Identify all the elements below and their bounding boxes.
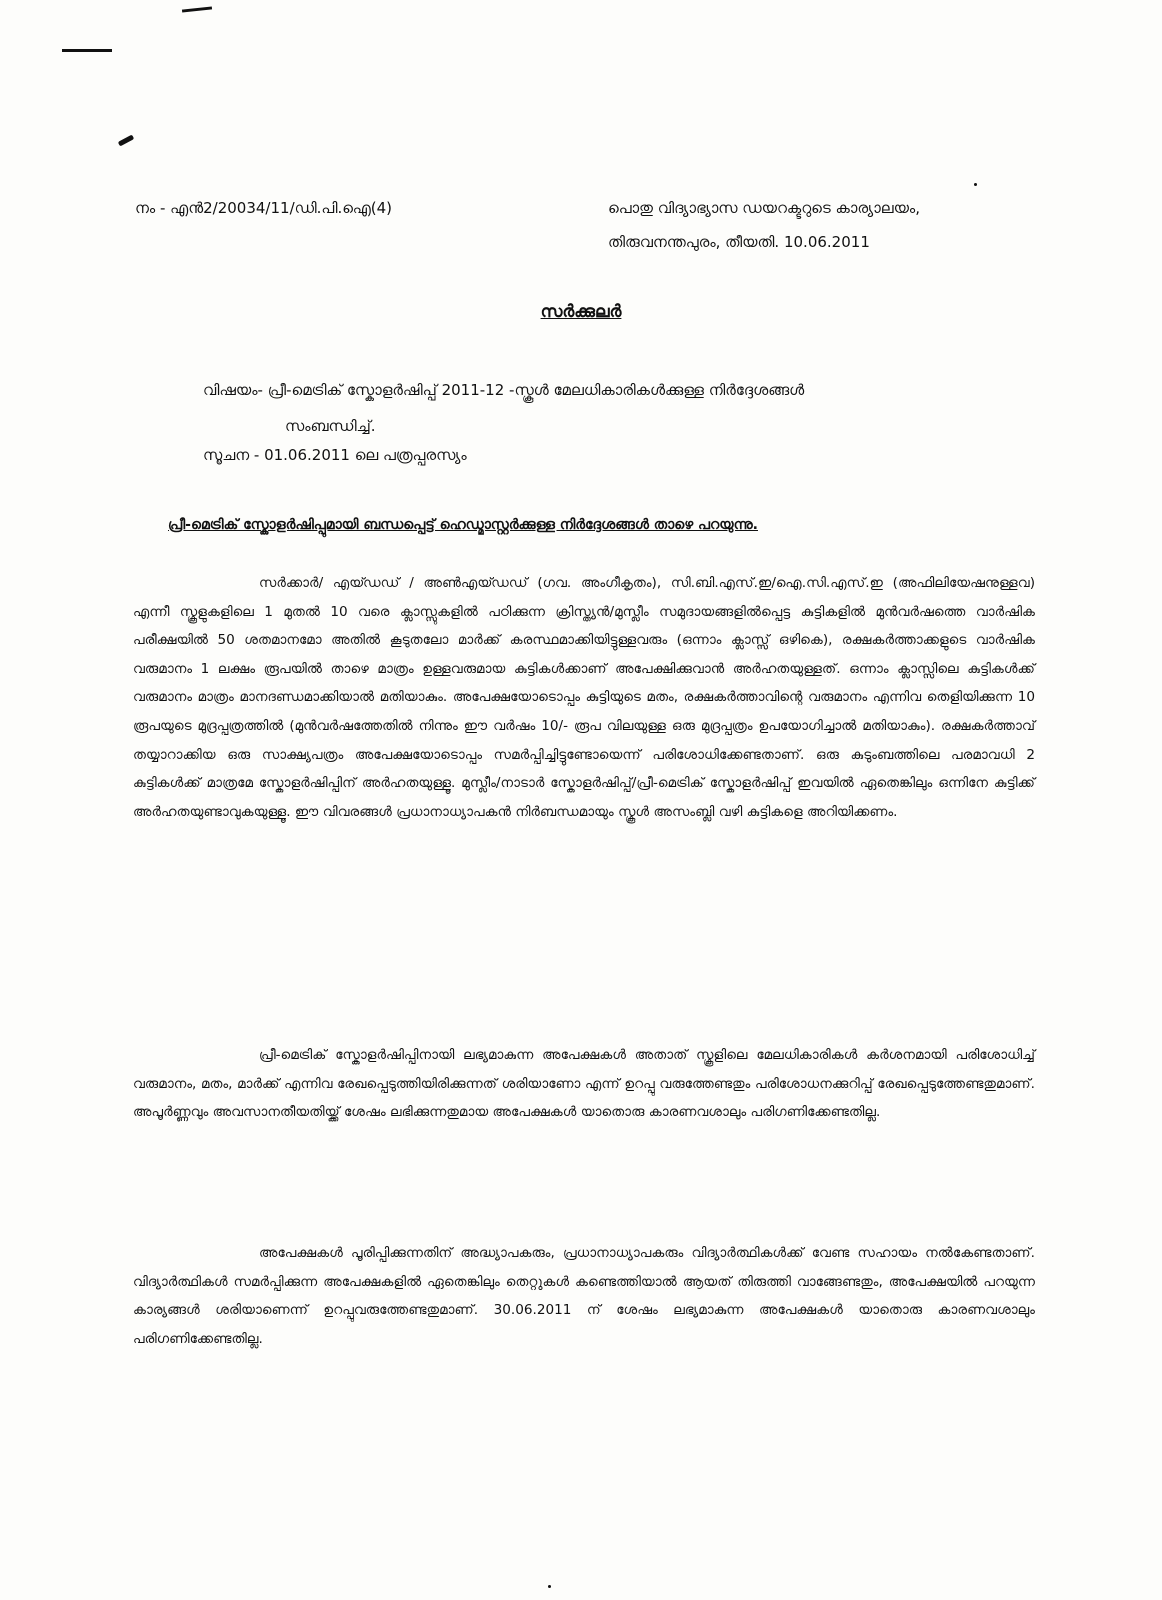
office-name: പൊതു വിദ്യാഭ്യാസ ഡയറക്ടറുടെ കാര്യാലയം, (608, 199, 920, 217)
document-title-text: സർക്കുലർ (540, 302, 622, 322)
subject-line-2: സംബന്ധിച്ച്. (285, 417, 376, 435)
document-title (0, 302, 1162, 322)
subject-block (203, 372, 1033, 444)
scan-mark (974, 183, 977, 186)
reference-number: നം - എൻ2/20034/11/ഡി.പി.ഐ(4) (135, 199, 393, 217)
scan-mark (548, 1585, 551, 1588)
paragraph-eligibility: സർക്കാർ/ എയ്ഡഡ് / അൺഎയ്ഡഡ് (ഗവ. അംഗീകൃതം), സി.ബി.എസ്.ഇ/ഐ.സി.എസ്.ഇ (അഫിലിയേഷനുള്ളവ) എന്നീ സ്കൂളുകളിലെ 1 മുതൽ 10 വരെ ക്ലാസ്സുകളിൽ പഠിക്കുന്ന ക്രിസ്ത്യൻ/മുസ്ലീം സമുദായങ്ങളിൽപ്പെട്ട കുട്ടികളിൽ മുൻവർഷത്തെ വാർഷിക പരീക്ഷയിൽ 50 ശതമാനമോ അതിൽ കൂടുതലോ മാർക്ക് കരസ്ഥമാക്കിയിട്ടുള്ളവരും (ഒന്നാം ക്ലാസ്സ് ഒഴികെ), രക്ഷകർത്താക്കളുടെ വാർഷിക വരുമാനം 1 ലക്ഷം രൂപയിൽ താഴെ മാത്രം ഉള്ളവരുമായ കുട്ടികൾക്കാണ് അപേക്ഷിക്കുവാൻ അർഹതയുള്ളത്. ഒന്നാം ക്ലാസ്സിലെ കുട്ടികൾക്ക് വരുമാനം മാത്രം മാനദണ്ഡമാക്കിയാൽ മതിയാകും. അപേക്ഷയോടൊപ്പം കുട്ടിയുടെ മതം, രക്ഷകർത്താവിന്റെ വരുമാനം എന്നിവ തെളിയിക്കുന്ന 10 രൂപയുടെ മുദ്രപ്പത്രത്തിൽ (മുൻവർഷത്തേതിൽ നിന്നും ഈ വർഷം 10/- രൂപ വിലയുള്ള ഒരു മുദ്രപ്പത്രം ഉപയോഗിച്ചാൽ മതിയാകും). രക്ഷകർത്താവ് തയ്യാറാക്കിയ ഒരു സാക്ഷ്യപത്രം അപേക്ഷയോടൊപ്പം സമർപ്പിച്ചിട്ടുണ്ടോയെന്ന് പരിശോധിക്കേണ്ടതാണ്. ഒരു കുടുംബത്തിലെ പരമാവധി 2 കുട്ടികൾക്ക് മാത്രമേ സ്കോളർഷിപ്പിന് അർഹതയുള്ളൂ. മുസ്ലീം/നാടാർ സ്കോളർഷിപ്പ്/പ്രീ-മെട്രിക് സ്കോളർഷിപ്പ് ഇവയിൽ ഏതെങ്കിലും ഒന്നിനേ കുട്ടിക്ക് അർഹതയുണ്ടാവുകയുള്ളൂ. ഈ വിവരങ്ങൾ പ്രധാനാധ്യാപകൻ നിർബന്ധമായും സ്കൂൾ അസംബ്ലി വഴി കുട്ടികളെ അറിയിക്കണം. (133, 575, 1035, 820)
scan-mark (62, 49, 112, 52)
reference-line: സൂചന - 01.06.2011 ലെ പത്രപ്പരസ്യം (203, 446, 467, 464)
paragraph-verification: പ്രീ-മെട്രിക് സ്കോളർഷിപ്പിനായി ലഭ്യമാകുന്ന അപേക്ഷകൾ അതാത് സ്കൂളിലെ മേലധികാരികൾ കർശനമായി പരിശോധിച്ച് വരുമാനം, മതം, മാർക്ക് എന്നിവ രേഖപ്പെടുത്തിയിരിക്കുന്നത് ശരിയാണോ എന്ന് ഉറപ്പു വരുത്തേണ്ടതും പരിശോധനക്കുറിപ്പ് രേഖപ്പെടുത്തേണ്ടതുമാണ്. അപൂർണ്ണവും അവസാനതീയതിയ്ക്ക് ശേഷം ലഭിക്കുന്നതുമായ അപേക്ഷകൾ യാതൊരു കാരണവശാലും പരിഗണിക്കേണ്ടതില്ല. (133, 1047, 1035, 1121)
paragraph-assistance: അപേക്ഷകൾ പൂരിപ്പിക്കുന്നതിന് അദ്ധ്യാപകരും, പ്രധാനാധ്യാപകരും വിദ്യാർത്ഥികൾക്ക് വേണ്ട സഹായം നൽകേണ്ടതാണ്. വിദ്യാർത്ഥികൾ സമർപ്പിക്കുന്ന അപേക്ഷകളിൽ ഏതെങ്കിലും തെറ്റുകൾ കണ്ടെത്തിയാൽ ആയത് തിരുത്തി വാങ്ങേണ്ടതും, അപേക്ഷയിൽ പറയുന്ന കാര്യങ്ങൾ ശരിയാണെന്ന് ഉറപ്പുവരുത്തേണ്ടതുമാണ്. 30.06.2011 ന് ശേഷം ലഭ്യമാകുന്ന അപേക്ഷകൾ യാതൊരു കാരണവശാലും പരിഗണിക്കേണ്ടതില്ല. (133, 1245, 1036, 1347)
scan-mark (118, 135, 134, 147)
place-and-date: തിരുവനന്തപുരം, തീയതി. 10.06.2011 (608, 233, 870, 251)
instructions-heading: പ്രീ-മെട്രിക് സ്കോളർഷിപ്പുമായി ബന്ധപ്പെട്ട് ഹെഡ്മാസ്റ്റർക്കുള്ള നിർദ്ദേശങ്ങൾ താഴെ പറയുന്നു. (168, 517, 758, 533)
scan-mark (182, 6, 212, 12)
subject-line-1: വിഷയം- പ്രീ-മെട്രിക് സ്കോളർഷിപ്പ് 2011-12 -സ്കൂൾ മേലധികാരികൾക്കുള്ള നിർദ്ദേശങ്ങൾ (203, 381, 805, 399)
